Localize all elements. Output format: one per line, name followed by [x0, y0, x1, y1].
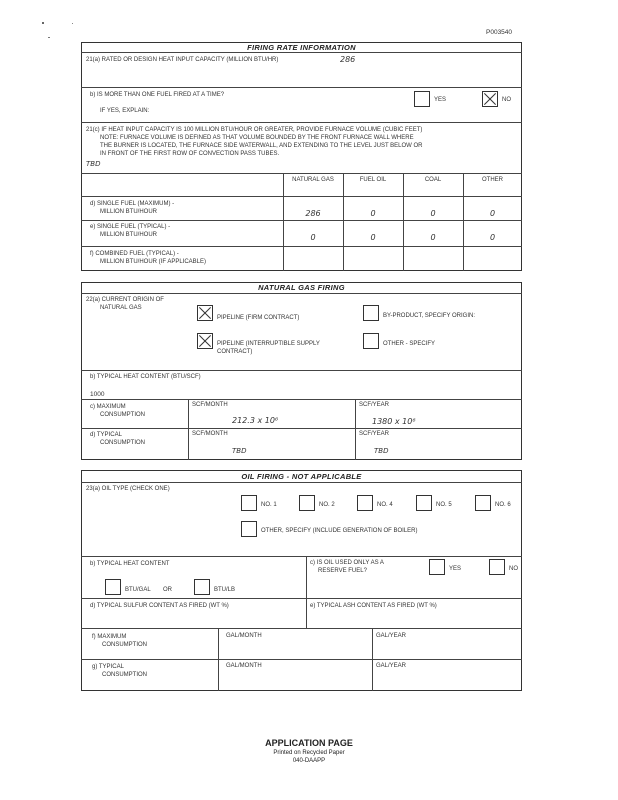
- row-d-natural-gas[interactable]: 286: [305, 209, 321, 218]
- divider: [81, 598, 522, 599]
- f-gal-year-label: GAL/YEAR: [376, 633, 407, 639]
- col-header-other: OTHER: [482, 177, 503, 183]
- oil-no5-label: NO. 5: [436, 502, 452, 508]
- divider: [81, 399, 522, 400]
- q23a-label: 23(a) OIL TYPE (CHECK ONE): [86, 486, 170, 492]
- d-scf-month-label: SCF/MONTH: [192, 431, 228, 437]
- grid-line: [463, 173, 464, 271]
- row-d-coal[interactable]: 0: [430, 209, 436, 218]
- q22a-label-2: NATURAL GAS: [100, 305, 142, 311]
- c-scf-month-label: SCF/MONTH: [192, 402, 228, 408]
- divider: [81, 293, 522, 294]
- pipeline-firm-label: PIPELINE (FIRM CONTRACT): [217, 315, 300, 321]
- pipeline-interruptible-label-2: CONTRACT): [217, 349, 253, 355]
- q21b-no-checkbox[interactable]: [482, 91, 498, 107]
- natural-gas-section: [81, 282, 522, 460]
- q23c-label-2: RESERVE FUEL?: [318, 568, 367, 574]
- page-id: P003540: [486, 29, 513, 36]
- row-d-other[interactable]: 0: [489, 209, 496, 218]
- reserve-yes-label: YES: [449, 566, 462, 572]
- divider: [81, 370, 522, 371]
- footer-recycled: Printed on Recycled Paper: [273, 750, 345, 756]
- btu-lb-label: BTU/LB: [214, 587, 236, 593]
- oil-no1-label: NO. 1: [261, 502, 277, 508]
- divider: [81, 482, 522, 483]
- reserve-yes-checkbox[interactable]: [429, 559, 445, 575]
- f-max-label-2: CONSUMPTION: [102, 642, 147, 648]
- divider: [81, 556, 522, 557]
- grid-line: [355, 399, 356, 460]
- scan-speck: [48, 37, 50, 38]
- divider: [81, 87, 522, 88]
- grid-line: [306, 598, 307, 628]
- q23c-label-1: c) IS OIL USED ONLY AS A: [310, 560, 384, 566]
- pipeline-interruptible-checkbox[interactable]: [197, 333, 213, 349]
- if-yes-explain-label: IF YES, EXPLAIN:: [100, 108, 150, 114]
- d-scf-month-value[interactable]: TBD: [232, 447, 247, 455]
- oil-no6-label: NO. 6: [495, 502, 511, 508]
- q23d-label: d) TYPICAL SULFUR CONTENT AS FIRED (WT %): [90, 603, 229, 609]
- row-e-fuel-oil[interactable]: 0: [370, 233, 376, 242]
- oil-other-checkbox[interactable]: [241, 521, 257, 537]
- btu-gal-label: BTU/GAL: [125, 587, 151, 593]
- col-header-coal: COAL: [424, 177, 442, 183]
- oil-no2-label: NO. 2: [319, 502, 335, 508]
- q21a-value[interactable]: 286: [340, 55, 356, 64]
- btu-lb-checkbox[interactable]: [194, 579, 210, 595]
- oil-no4-label: NO. 4: [377, 502, 393, 508]
- g-gal-month-label: GAL/MONTH: [226, 663, 262, 669]
- btu-gal-checkbox[interactable]: [105, 579, 121, 595]
- g-gal-year-label: GAL/YEAR: [376, 663, 407, 669]
- c-scf-year-label: SCF/YEAR: [359, 402, 390, 408]
- natural-gas-header: NATURAL GAS FIRING: [258, 283, 345, 292]
- oil-header: OIL FIRING - NOT APPLICABLE: [241, 472, 362, 481]
- q23e-label: e) TYPICAL ASH CONTENT AS FIRED (WT %): [310, 603, 437, 609]
- divider: [81, 659, 522, 660]
- row-e-label-1: e) SINGLE FUEL (TYPICAL) -: [90, 224, 171, 230]
- d-scf-year-value[interactable]: TBD: [374, 447, 389, 455]
- d-typ-label-2: CONSUMPTION: [100, 440, 145, 446]
- other-origin-label: OTHER - SPECIFY: [383, 341, 436, 347]
- note-line-1: NOTE: FURNACE VOLUME IS DEFINED AS THAT VOLUME BOUNDED BY THE FRONT FURNACE WALL WHERE: [100, 135, 414, 141]
- q21a-label: 21(a) RATED OR DESIGN HEAT INPUT CAPACITY (MILLION BTU/HR): [86, 57, 279, 63]
- firing-rate-header: FIRING RATE INFORMATION: [247, 43, 356, 52]
- col-header-natural-gas: NATURAL GAS: [292, 177, 334, 183]
- divider: [81, 196, 522, 197]
- other-origin-checkbox[interactable]: [363, 333, 379, 349]
- oil-no5-checkbox[interactable]: [416, 495, 432, 511]
- pipeline-firm-checkbox[interactable]: [197, 305, 213, 321]
- divider: [81, 628, 522, 629]
- c-scf-month-value[interactable]: 212.3 x 10⁶: [232, 416, 279, 425]
- row-e-label-2: MILLION BTU/HOUR: [100, 232, 158, 238]
- footer-form-code: 040-DAAPP: [292, 758, 326, 764]
- row-d-fuel-oil[interactable]: 0: [370, 209, 376, 218]
- q21b-label: b) IS MORE THAN ONE FUEL FIRED AT A TIME?: [90, 92, 225, 98]
- f-gal-month-label: GAL/MONTH: [226, 633, 262, 639]
- row-e-natural-gas[interactable]: 0: [310, 233, 316, 242]
- divider: [81, 52, 522, 53]
- oil-no4-checkbox[interactable]: [357, 495, 373, 511]
- grid-line: [403, 173, 404, 271]
- divider: [81, 122, 522, 123]
- oil-no6-checkbox[interactable]: [475, 495, 491, 511]
- divider: [81, 246, 522, 247]
- q22a-label-1: 22(a) CURRENT ORIGIN OF: [86, 297, 164, 303]
- divider: [81, 428, 522, 429]
- q21b-yes-checkbox[interactable]: [414, 91, 430, 107]
- row-f-label-1: f) COMBINED FUEL (TYPICAL) -: [90, 251, 179, 257]
- oil-other-label: OTHER, SPECIFY (INCLUDE GENERATION OF BOILER): [261, 528, 418, 534]
- divider: [81, 173, 522, 174]
- note-line-2: THE BURNER IS LOCATED, THE FURNACE SIDE WATERWALL, AND EXTENDING TO THE LEVEL JUST BELOW OR: [100, 143, 423, 149]
- q21c-label: 21(c) IF HEAT INPUT CAPACITY IS 100 MILLION BTU/HOUR OR GREATER, PROVIDE FURNACE VOLUME (CUBIC FEET): [86, 127, 423, 133]
- scan-speck: [72, 23, 73, 24]
- scan-speck: [42, 22, 44, 24]
- grid-line: [283, 173, 284, 271]
- c-scf-year-value[interactable]: 1380 x 10⁶: [372, 417, 416, 426]
- q21b-no-label: NO: [502, 97, 511, 103]
- oil-no1-checkbox[interactable]: [241, 495, 257, 511]
- f-max-label-1: f) MAXIMUM: [92, 634, 127, 640]
- row-f-label-2: MILLION BTU/HOUR (IF APPLICABLE): [100, 259, 207, 265]
- row-d-label-1: d) SINGLE FUEL (MAXIMUM) -: [90, 201, 175, 207]
- c-max-label-2: CONSUMPTION: [100, 412, 145, 418]
- q22b-value[interactable]: 1000: [90, 391, 105, 398]
- q23b-label: b) TYPICAL HEAT CONTENT: [90, 561, 170, 567]
- q21c-value[interactable]: TBD: [86, 160, 101, 168]
- note-line-3: IN FRONT OF THE FIRST ROW OF CONVECTION PASS TUBES.: [100, 151, 280, 157]
- reserve-no-checkbox[interactable]: [489, 559, 505, 575]
- or-label: OR: [163, 587, 172, 593]
- reserve-no-label: NO: [509, 566, 518, 572]
- row-e-other[interactable]: 0: [489, 233, 496, 242]
- byproduct-label: BY-PRODUCT, SPECIFY ORIGIN:: [383, 313, 476, 319]
- d-scf-year-label: SCF/YEAR: [359, 431, 390, 437]
- divider: [81, 220, 522, 221]
- oil-no2-checkbox[interactable]: [299, 495, 315, 511]
- pipeline-interruptible-label-1: PIPELINE (INTERRUPTIBLE SUPPLY: [217, 341, 320, 347]
- c-max-label-1: c) MAXIMUM: [90, 404, 126, 410]
- footer-title: APPLICATION PAGE: [265, 738, 353, 748]
- grid-line: [188, 399, 189, 460]
- grid-line: [343, 173, 344, 271]
- q21b-yes-label: YES: [434, 97, 447, 103]
- byproduct-checkbox[interactable]: [363, 305, 379, 321]
- g-typ-label-1: g) TYPICAL: [92, 664, 124, 670]
- grid-line: [306, 556, 307, 598]
- g-typ-label-2: CONSUMPTION: [102, 672, 147, 678]
- d-typ-label-1: d) TYPICAL: [90, 432, 122, 438]
- q22b-label: b) TYPICAL HEAT CONTENT (BTU/SCF): [90, 374, 201, 380]
- row-d-label-2: MILLION BTU/HOUR: [100, 209, 158, 215]
- col-header-fuel-oil: FUEL OIL: [359, 177, 387, 183]
- row-e-coal[interactable]: 0: [430, 233, 436, 242]
